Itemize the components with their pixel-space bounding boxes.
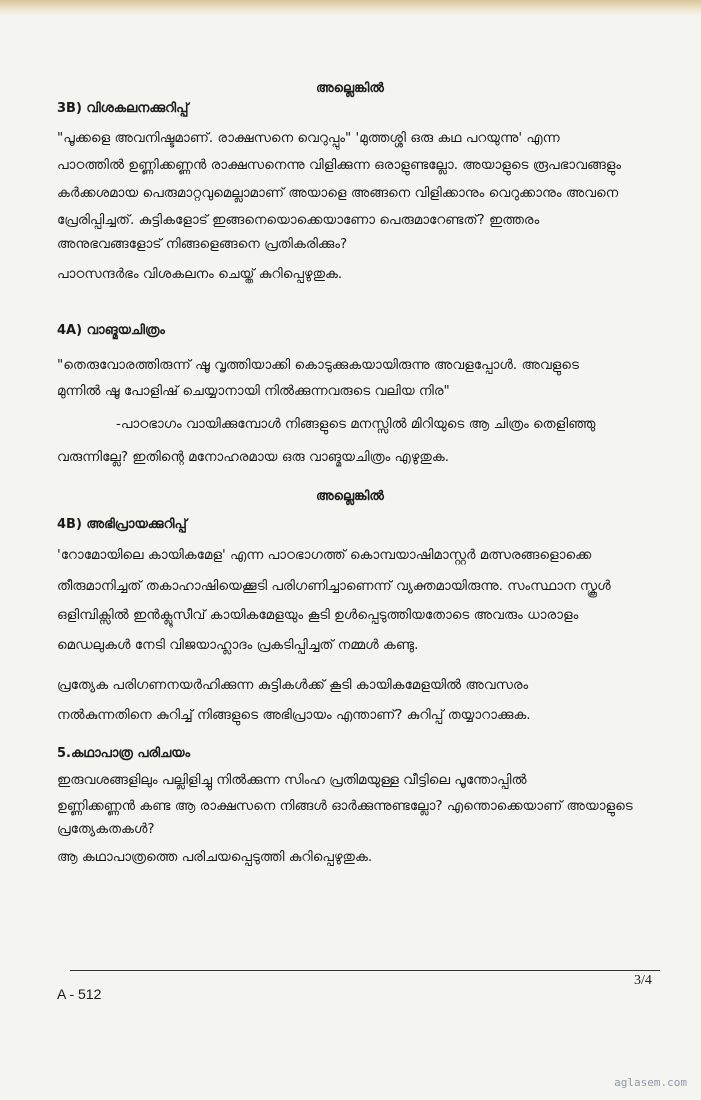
q5-heading: 5.കഥാപാത്ര പരിചയം (57, 746, 191, 761)
q4a-line-2: വരുന്നില്ലേ? ഇതിന്റെ മനോഹരമായ ഒരു വാങ്മയചിത്രം എഴുതുക. (57, 449, 450, 465)
q5-instruction: ആ കഥാപാത്രത്തെ പരിചയപ്പെടുത്തി കുറിപ്പെഴുതുക. (57, 849, 373, 865)
q3b-heading: 3B) വിശകലനക്കുറിപ്പ് (57, 101, 189, 116)
q5-line-2: ഉണ്ണിക്കണ്ണൻ കണ്ട ആ രാക്ഷസനെ നിങ്ങൾ ഓർക്കുന്നുണ്ടല്ലോ? എന്തൊക്കെയാണ് അയാളുടെ (57, 798, 633, 814)
q4a-quote-line-2: മുന്നിൽ ഷൂ പോളിഷ് ചെയ്യാനായി നിൽക്കുന്നവരുടെ വലിയ നിര" (57, 383, 450, 399)
q3b-instruction: പാഠസന്ദർഭം വിശകലനം ചെയ്ത് കുറിപ്പെഴുതുക. (57, 266, 343, 282)
q4b-line-4: മെഡലുകൾ നേടി വിജയാഹ്ലാദം പ്രകടിപ്പിച്ചത് നമ്മൾ കണ്ടു. (57, 637, 419, 653)
q4b-line-1: 'റോമോയിലെ കായികമേള' എന്ന പാഠഭാഗത്ത് കൊമ്പയാഷിമാസ്റ്റർ മത്സരങ്ങളൊക്കെ (57, 547, 592, 563)
q4b-heading: 4B) അഭിപ്രായക്കുറിപ്പ് (57, 517, 187, 532)
watermark: aglasem.com (614, 1076, 687, 1089)
q3b-line-1: "പൂക്കളെ അവനിഷ്ടമാണ്. രാക്ഷസനെ വെറുപ്പും" 'മുത്തശ്ശി ഒരു കഥ പറയുന്നു' എന്ന (57, 130, 560, 146)
q4a-heading: 4A) വാങ്മയചിത്രം (57, 323, 165, 338)
q4a-quote-line-1: "തെരുവോരത്തിരുന്ന് ഷൂ വൃത്തിയാക്കി കൊടുക്കുകയായിരുന്നു അവളപ്പോൾ. അവളുടെ (57, 357, 579, 373)
paper-code: A - 512 (57, 986, 102, 1002)
q4a-line-1: -പാഠഭാഗം വായിക്കുമ്പോൾ നിങ്ങളുടെ മനസ്സിൽ മിറിയുടെ ആ ചിത്രം തെളിഞ്ഞു (116, 416, 596, 432)
q3b-line-4: പ്രേരിപ്പിച്ചത്. കുട്ടികളോട് ഇങ്ങനെയൊക്കെയാണോ പെരുമാറേണ്ടത്? ഇത്തരം (57, 212, 540, 228)
page-number: 3/4 (634, 973, 652, 988)
q4b-line-3: ഒളിമ്പിക്സിൽ ഇൻക്ലൂസീവ് കായികമേളയും കൂടി ഉൾപ്പെടുത്തിയതോടെ അവരും ധാരാളം (57, 607, 579, 623)
q5-line-3: പ്രത്യേകതകൾ? (57, 821, 155, 837)
q4b-instruction-line-1: പ്രത്യേക പരിഗണനയർഹിക്കുന്ന കുട്ടികൾക്ക് കൂടി കായികമേളയിൽ അവസരം (57, 677, 529, 693)
or-label-1: അല്ലെങ്കിൽ (316, 81, 384, 96)
footer-rule (70, 970, 660, 971)
q3b-line-2: പാഠത്തിൽ ഉണ്ണിക്കണ്ണൻ രാക്ഷസനെന്നു വിളിക്കുന്ന ഒരാളുണ്ടല്ലോ. അയാളുടെ രൂപഭാവങ്ങളും (57, 157, 622, 173)
q5-line-1: ഇരുവശങ്ങളിലും പല്ലിളിച്ചു നിൽക്കുന്ന സിംഹ പ്രതിമയുള്ള വീട്ടിലെ പൂന്തോപ്പിൽ (57, 772, 527, 788)
q3b-line-3: കർക്കശമായ പെരുമാറ്റവുമെല്ലാമാണ് അയാളെ അങ്ങനെ വിളിക്കാനും വെറുക്കാനും അവനെ (57, 185, 619, 201)
q4b-line-2: തീരുമാനിച്ചത് തകാഹാഷിയെക്കൂടി പരിഗണിച്ചാണെന്ന് വ്യക്തമായിരുന്നു. സംസ്ഥാന സ്കൂൾ (57, 578, 611, 594)
q4b-instruction-line-2: നൽകുന്നതിനെ കുറിച്ച് നിങ്ങളുടെ അഭിപ്രായം എന്താണ്? കുറിപ്പ് തയ്യാറാക്കുക. (57, 707, 531, 723)
q3b-line-5: അനുഭവങ്ങളോട് നിങ്ങളെങ്ങനെ പ്രതികരിക്കും? (57, 236, 348, 252)
or-label-2: അല്ലെങ്കിൽ (316, 489, 384, 504)
